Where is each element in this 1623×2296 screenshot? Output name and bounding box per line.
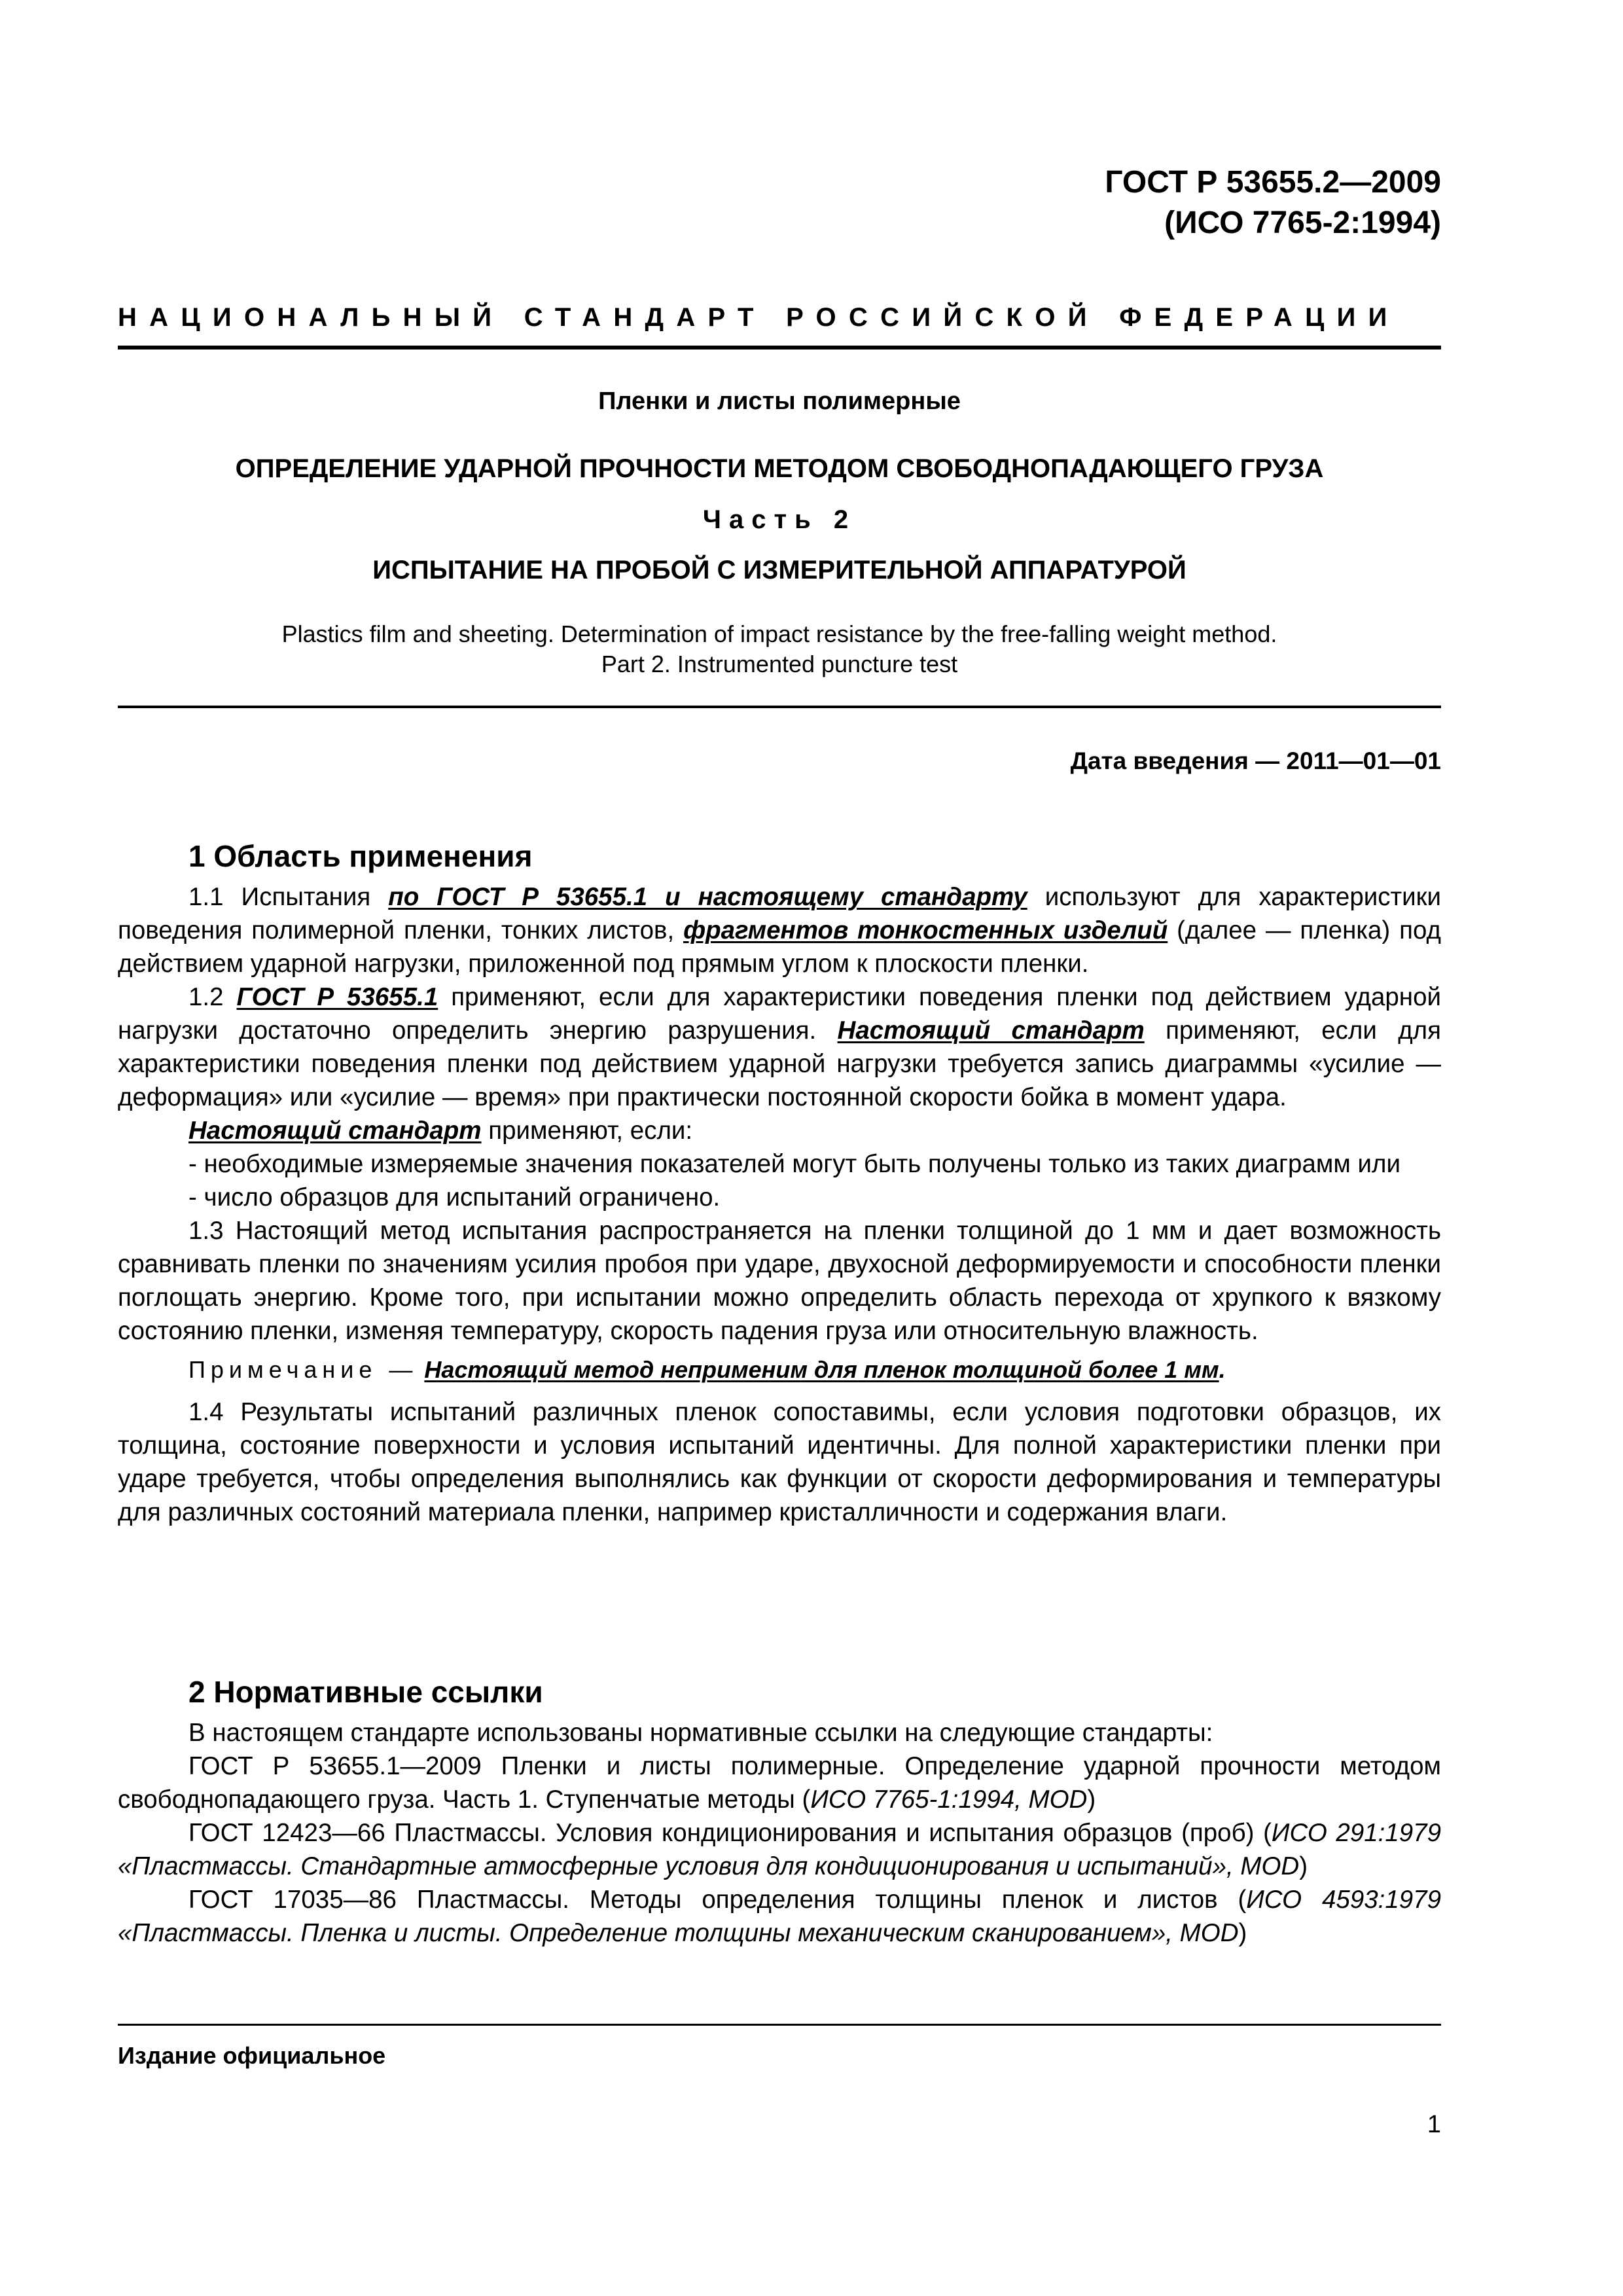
thin-wall-fragments-highlight: фрагментов тонкостенных изделий xyxy=(683,916,1168,944)
paragraph-1-2 xyxy=(118,980,1441,1114)
english-title-line1: Plastics film and sheeting. Determination of impact resistance by the free-falling weight method. xyxy=(281,620,1277,647)
standard-code xyxy=(851,162,1441,243)
reference-2-c: ) xyxy=(1299,1852,1308,1880)
english-title xyxy=(118,619,1441,679)
reference-3-b: ИСО 4593:1979 «Пластмассы. Пленка и листы. Определение толщины механическим сканированием», MOD xyxy=(118,1886,1441,1947)
national-standard-banner: НАЦИОНАЛЬНЫЙ СТАНДАРТ РОССИЙСКОЙ ФЕДЕРАЦИИ xyxy=(118,303,1400,332)
note-label: Примечание — xyxy=(188,1356,418,1383)
this-standard-highlight: Настоящий стандарт xyxy=(837,1016,1145,1045)
paragraph-1-2-a: 1.2 xyxy=(188,983,237,1011)
reference-1-a: ГОСТ Р 53655.1—2009 Пленки и листы полимерные. Определение ударной прочности методом свободнопадающего груза. Часть 1. Ступенчатые методы ( xyxy=(118,1752,1441,1814)
references-intro: В настоящем стандарте использованы нормативные ссылки на следующие стандарты: xyxy=(188,1719,1213,1747)
paragraph-1-3: 1.3 Настоящий метод испытания распространяется на пленки толщиной до 1 мм и дает возможность сравнивать пленки по значениям усилия пробоя при ударе, двухосной деформируемости и способности пленки поглощать энергию. Кроме того, при испытании можно определить область перехода от хрупкого к вязкому состоянию пленки, изменяя температуру, скорость падения груза или относительную влажность. xyxy=(118,1217,1441,1345)
title-main: ОПРЕДЕЛЕНИЕ УДАРНОЙ ПРОЧНОСТИ МЕТОДОМ СВОБОДНОПАДАЮЩЕГО ГРУЗА xyxy=(235,454,1324,483)
reference-3-a: ГОСТ 17035—86 Пластмассы. Методы определения толщины пленок и листов ( xyxy=(188,1886,1247,1914)
footer-rule xyxy=(118,2024,1441,2026)
reference-1-b: ИСО 7765-1:1994, MOD xyxy=(810,1785,1088,1814)
paragraph-1-2-e: применяют, если для характеристики поведения пленки под действием ударной нагрузки требуется запись диаграммы «усилие — деформация» или «усилие — время» при практически постоянной скорости бойка в момент удара. xyxy=(118,1016,1441,1111)
section-1-body xyxy=(118,880,1441,1529)
title-rule xyxy=(118,706,1441,708)
reference-gost-12423 xyxy=(118,1816,1441,1883)
header-rule xyxy=(118,346,1441,350)
paragraph-1-2-c: применяют, если для характеристики поведения пленки под действием ударной нагрузки достаточно определить энергию разрушения. xyxy=(118,983,1441,1045)
page-number: 1 xyxy=(1427,2111,1441,2138)
paragraph-1-4: 1.4 Результаты испытаний различных пленок сопоставимы, если условия подготовки образцов, их толщина, состояние поверхности и условия испытаний идентичны. Для полной характеристики пленки при ударе требуется, чтобы определения выполнялись как функции от скорости деформирования и температуры для различных состояний материала пленки, например кристалличности и содержания влаги. xyxy=(118,1398,1441,1526)
english-title-line2: Part 2. Instrumented puncture test xyxy=(601,651,958,677)
section-2-body xyxy=(118,1716,1441,1950)
this-standard-highlight-2: Настоящий стандарт xyxy=(188,1117,482,1145)
list-item-measured-values: - необходимые измеряемые значения показателей могут быть получены только из таких диаграмм или xyxy=(188,1150,1400,1178)
paragraph-1-1-e: (далее — пленка) под действием ударной нагрузки, приложенной под прямым углом к плоскости пленки. xyxy=(118,916,1442,978)
title-subject: Пленки и листы полимерные xyxy=(598,387,961,415)
list-item-limited-samples: - число образцов для испытаний ограничено. xyxy=(188,1183,721,1211)
paragraph-applies-b: применяют, если: xyxy=(481,1117,693,1145)
reference-2-a: ГОСТ 12423—66 Пластмассы. Условия кондиционирования и испытания образцов (проб) ( xyxy=(188,1819,1272,1847)
gost-reference-highlight: по ГОСТ Р 53655.1 и настоящему стандарту xyxy=(388,883,1027,911)
reference-gost-53655-1 xyxy=(118,1749,1441,1816)
introduction-date: Дата введения — 2011—01—01 xyxy=(1070,747,1441,774)
title-part-name: ИСПЫТАНИЕ НА ПРОБОЙ С ИЗМЕРИТЕЛЬНОЙ АППАРАТУРОЙ xyxy=(372,556,1186,584)
paragraph-1-1 xyxy=(118,880,1441,980)
reference-3-c: ) xyxy=(1238,1919,1247,1947)
paragraph-applies xyxy=(118,1114,1441,1147)
title-part: Часть 2 xyxy=(702,505,857,534)
reference-gost-17035 xyxy=(118,1883,1441,1950)
standard-code-line2: (ИСО 7765-2:1994) xyxy=(1164,206,1441,240)
note xyxy=(118,1353,1441,1386)
note-text: Настоящий метод неприменим для пленок толщиной более 1 мм xyxy=(424,1356,1219,1383)
standard-code-line1: ГОСТ Р 53655.2—2009 xyxy=(1105,165,1441,200)
paragraph-1-1-a: 1.1 Испытания xyxy=(188,883,389,911)
note-end: . xyxy=(1219,1356,1226,1383)
section-1-heading: 1 Область применения xyxy=(188,839,533,873)
official-edition: Издание официальное xyxy=(118,2042,386,2069)
reference-1-c: ) xyxy=(1087,1785,1096,1814)
section-2-heading: 2 Нормативные ссылки xyxy=(188,1675,543,1709)
paragraph-1-1-c: используют для характеристики поведения полимерной пленки, тонких листов, xyxy=(118,883,1441,944)
reference-2-b: ИСО 291:1979 «Пластмассы. Стандартные атмосферные условия для кондиционирования и испытаний», MOD xyxy=(118,1819,1441,1880)
gost-53655-1-highlight: ГОСТ Р 53655.1 xyxy=(236,983,438,1011)
